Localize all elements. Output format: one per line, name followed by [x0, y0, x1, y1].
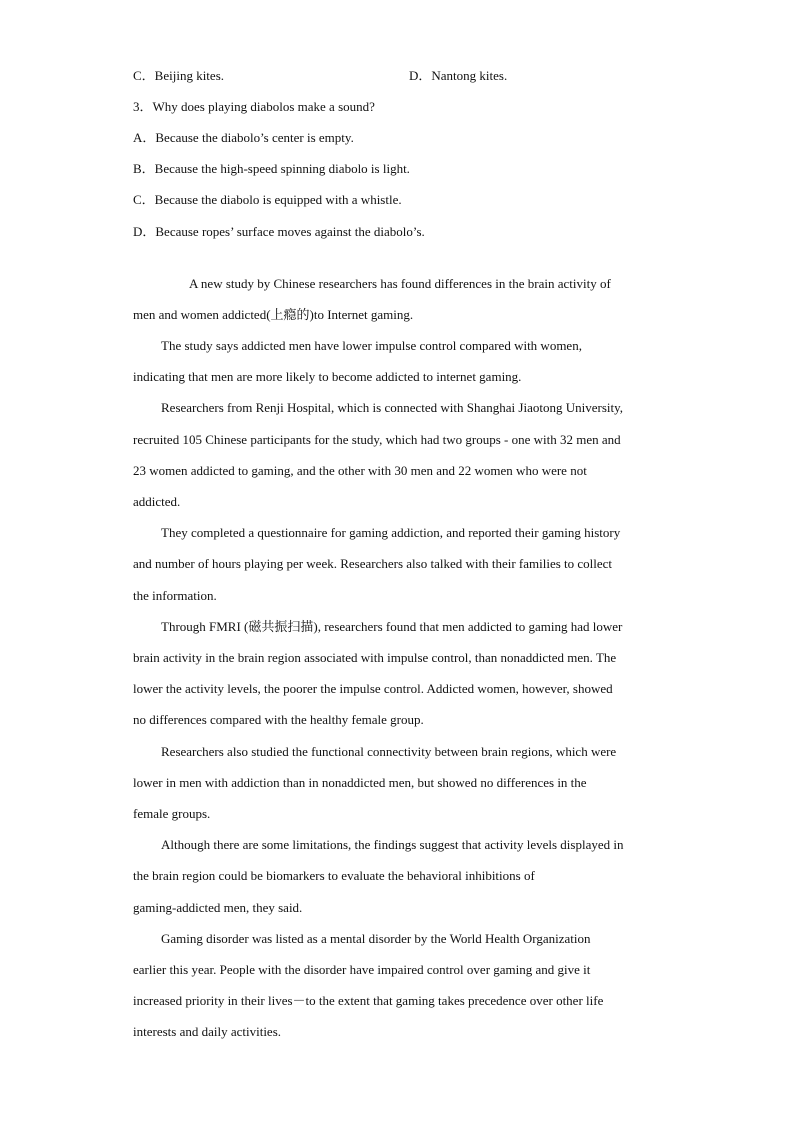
option-d-kites: D．Nantong kites. [409, 68, 508, 83]
passage-line: A new study by Chinese researchers has found differences in the brain activity of [189, 276, 611, 291]
passage-line: interests and daily activities. [133, 1024, 282, 1039]
passage-line: The study says addicted men have lower impulse control compared with women, [161, 338, 582, 353]
passage-line: no differences compared with the healthy female group. [133, 712, 424, 727]
passage-line: lower in men with addiction than in nonaddicted men, but showed no differences in the [133, 775, 587, 790]
question-3-option-d: D．Because ropes’ surface moves against the diabolo’s. [133, 224, 425, 239]
passage-line: Researchers also studied the functional connectivity between brain regions, which were [161, 744, 617, 759]
passage-line: Gaming disorder was listed as a mental disorder by the World Health Organization [161, 931, 591, 946]
passage-line: addicted. [133, 494, 181, 509]
passage-line: Researchers from Renji Hospital, which is connected with Shanghai Jiaotong University, [161, 400, 624, 415]
passage-line: lower the activity levels, the poorer the impulse control. Addicted women, however, showed [133, 681, 613, 696]
passage-line: earlier this year. People with the disorder have impaired control over gaming and give it [133, 962, 591, 977]
question-3-stem: 3．Why does playing diabolos make a sound? [133, 99, 375, 114]
passage-line: gaming-addicted men, they said. [133, 900, 303, 915]
passage-line: Through FMRI (磁共振扫描), researchers found that men addicted to gaming had lower [161, 619, 623, 634]
passage-line: 23 women addicted to gaming, and the other with 30 men and 22 women who were not [133, 463, 587, 478]
passage-line: and number of hours playing per week. Researchers also talked with their families to collect [133, 556, 613, 571]
passage-line: increased priority in their lives－to the extent that gaming takes precedence over other life [133, 993, 604, 1008]
passage-line: Although there are some limitations, the findings suggest that activity levels displayed in [161, 837, 624, 852]
passage-line: the brain region could be biomarkers to evaluate the behavioral inhibitions of [133, 868, 535, 883]
passage-line: brain activity in the brain region associated with impulse control, than nonaddicted men. The [133, 650, 617, 665]
passage-line: the information. [133, 588, 217, 603]
question-3-option-b: B．Because the high-speed spinning diabolo is light. [133, 161, 410, 176]
question-3-option-c: C．Because the diabolo is equipped with a whistle. [133, 192, 402, 207]
passage-line: men and women addicted(上瘾的)to Internet gaming. [133, 307, 414, 322]
question-3-option-a: A．Because the diabolo’s center is empty. [133, 130, 354, 145]
passage-line: female groups. [133, 806, 211, 821]
passage-line: recruited 105 Chinese participants for the study, which had two groups - one with 32 men and [133, 432, 621, 447]
passage-line: indicating that men are more likely to become addicted to internet gaming. [133, 369, 522, 384]
option-c-kites: C．Beijing kites. [133, 68, 225, 83]
passage-line: They completed a questionnaire for gaming addiction, and reported their gaming history [161, 525, 621, 540]
